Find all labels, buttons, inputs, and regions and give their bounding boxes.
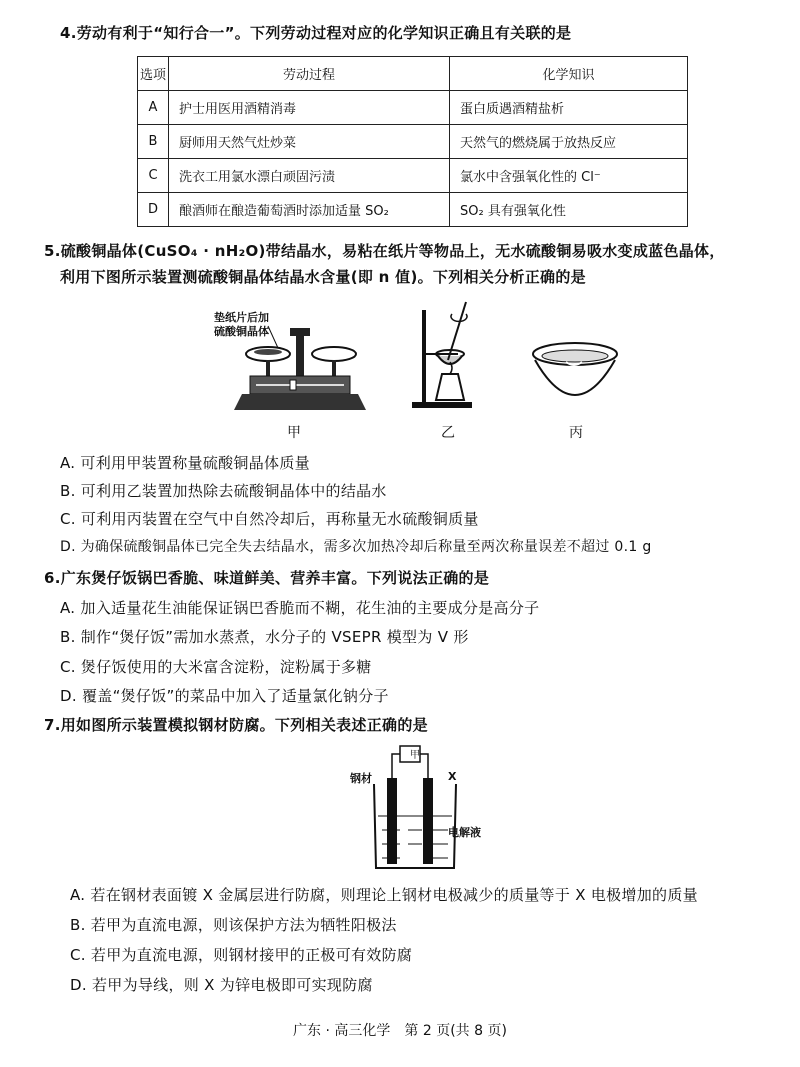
table-cell: C: [138, 159, 169, 193]
table-cell: D: [138, 193, 169, 227]
q7-stem: 7.用如图所示装置模拟钢材防腐。下列相关表述正确的是: [44, 716, 428, 734]
q6-option-d: D. 覆盖“煲仔饭”的菜品中加入了适量氯化钠分子: [60, 687, 389, 705]
q4-table: [137, 56, 688, 227]
table-header-process: 劳动过程: [169, 57, 450, 91]
table-header-option: 选项: [138, 57, 169, 91]
table-row: [138, 193, 688, 227]
balance-note-line1: 垫纸片后加: [214, 311, 269, 324]
electrochem-cell-illustration: [370, 744, 460, 872]
q7-option-b: B. 若甲为直流电源，则该保护方法为牺牲阳极法: [70, 916, 397, 934]
q6-option-a: A. 加入适量花生油能保证锅巴香脆而不糊，花生油的主要成分是高分子: [60, 599, 540, 617]
q5-option-d: D. 为确保硫酸铜晶体已完全失去结晶水，需多次加热冷却后称量至两次称量误差不超过 0.1 g: [60, 539, 652, 555]
balance-illustration: [230, 318, 370, 418]
table-cell: B: [138, 125, 169, 159]
page-footer: 广东 · 高三化学 第 2 页(共 8 页): [293, 1023, 507, 1039]
steel-label: 钢材: [350, 772, 372, 785]
q5-option-c: C. 可利用丙装置在空气中自然冷却后，再称量无水硫酸铜质量: [60, 510, 479, 528]
x-electrode-label: X: [448, 770, 457, 783]
table-cell: 氯水中含强氧化性的 Cl⁻: [450, 159, 688, 193]
table-header-row: [138, 57, 688, 91]
q7-option-a: A. 若在钢材表面镀 X 金属层进行防腐，则理论上钢材电极减少的质量等于 X 电极增加的质量: [70, 886, 698, 904]
q7-option-d: D. 若甲为导线，则 X 为锌电极即可实现防腐: [70, 976, 373, 994]
table-cell: SO₂ 具有强氧化性: [450, 193, 688, 227]
q6-option-c: C. 煲仔饭使用的大米富含淀粉，淀粉属于多糖: [60, 658, 372, 676]
table-cell: 护士用医用酒精消毒: [169, 91, 450, 125]
table-row: [138, 159, 688, 193]
table-row: [138, 125, 688, 159]
figure-label-jia: 甲: [287, 425, 301, 441]
table-cell: A: [138, 91, 169, 125]
q6-option-b: B. 制作“煲仔饭”需加水蒸煮，水分子的 VSEPR 模型为 V 形: [60, 628, 469, 646]
table-header-knowledge: 化学知识: [450, 57, 688, 91]
q4-stem: 4.劳动有利于“知行合一”。下列劳动过程对应的化学知识正确且有关联的是: [60, 24, 572, 42]
q6-stem: 6.广东煲仔饭锅巴香脆、味道鲜美、营养丰富。下列说法正确的是: [44, 569, 490, 587]
q5-option-b: B. 可利用乙装置加热除去硫酸铜晶体中的结晶水: [60, 482, 387, 500]
q5-stem-line1: 5.硫酸铜晶体(CuSO₄ · nH₂O)带结晶水，易粘在纸片等物品上，无水硫酸铜易吸水变成蓝色晶体，: [44, 242, 725, 260]
q5-option-a: A. 可利用甲装置称量硫酸铜晶体质量: [60, 454, 310, 472]
power-box-label: 甲: [410, 750, 420, 761]
heating-stand-illustration: [408, 300, 478, 412]
electrolyte-label: 电解液: [448, 826, 481, 839]
figure-label-yi: 乙: [441, 425, 455, 441]
table-cell: 酿酒师在酿造葡萄酒时添加适量 SO₂: [169, 193, 450, 227]
balance-note-line2: 硫酸铜晶体: [214, 325, 269, 338]
q7-option-c: C. 若甲为直流电源，则钢材接甲的正极可有效防腐: [70, 946, 413, 964]
table-cell: 天然气的燃烧属于放热反应: [450, 125, 688, 159]
figure-label-bing: 丙: [569, 425, 583, 441]
dish-illustration: [530, 340, 620, 410]
table-cell: 蛋白质遇酒精盐析: [450, 91, 688, 125]
table-cell: 洗衣工用氯水漂白顽固污渍: [169, 159, 450, 193]
q5-stem-line2: 利用下图所示装置测硫酸铜晶体结晶水含量(即 n 值)。下列相关分析正确的是: [60, 268, 586, 286]
table-row: [138, 91, 688, 125]
table-cell: 厨师用天然气灶炒菜: [169, 125, 450, 159]
